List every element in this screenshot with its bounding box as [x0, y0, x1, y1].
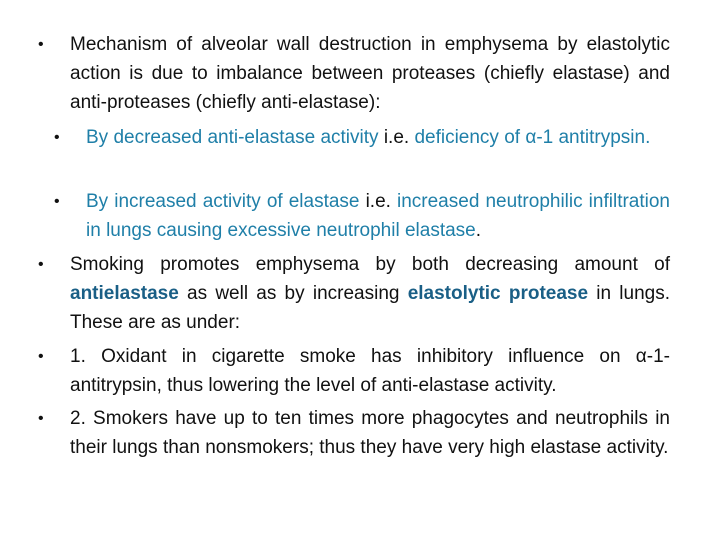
item-text: Smoking promotes emphysema by both decreasing amount of: [70, 254, 670, 275]
highlight-antielastase: antielastase: [70, 283, 179, 304]
bullet-marker: •: [38, 410, 44, 427]
item-text: By decreased anti-elastase activity: [86, 127, 384, 148]
bullet-marker: •: [38, 36, 44, 53]
highlight-elastolytic-protease: elastolytic protease: [407, 283, 589, 304]
bullet-item-oxidant: [70, 342, 670, 400]
bullet-item-mechanism: [70, 30, 670, 117]
sub-item-increased-elastase: [86, 187, 670, 245]
bullet-marker: •: [54, 193, 60, 210]
item-text: increased neutrophilic infiltration in lungs causing excessive neutrophil elastase: [86, 191, 671, 241]
item-text: deficiency of α-1 antitrypsin.: [414, 127, 651, 148]
item-text: 1. Oxidant in cigarette smoke has inhibitory influence on α-1-antitrypsin, thus lowering the level of anti-elastase activity.: [70, 346, 670, 396]
item-text: as well as by increasing: [178, 283, 408, 304]
item-text: By increased activity of elastase: [86, 191, 366, 212]
sub-item-decreased-anti-elastase: [86, 123, 670, 152]
item-text: .: [475, 220, 482, 241]
bullet-item-smokers-phagocytes: [70, 404, 670, 462]
item-text: 2. Smokers have up to ten times more phagocytes and neutrophils in their lungs than nonsmokers; thus they have very high elastase activity.: [70, 408, 670, 458]
item-text: i.e.: [365, 191, 397, 212]
item-text: in lungs. These are as under:: [70, 283, 670, 333]
item-text: i.e.: [383, 127, 415, 148]
bullet-item-smoking: [70, 250, 670, 337]
bullet-marker: •: [38, 256, 44, 273]
bullet-marker: •: [38, 348, 44, 365]
bullet-marker: •: [54, 129, 60, 146]
item-text: Mechanism of alveolar wall destruction in emphysema by elastolytic action is due to imbalance between proteases (chiefly elastase) and anti-proteases (chiefly anti-elastase):: [70, 34, 670, 113]
